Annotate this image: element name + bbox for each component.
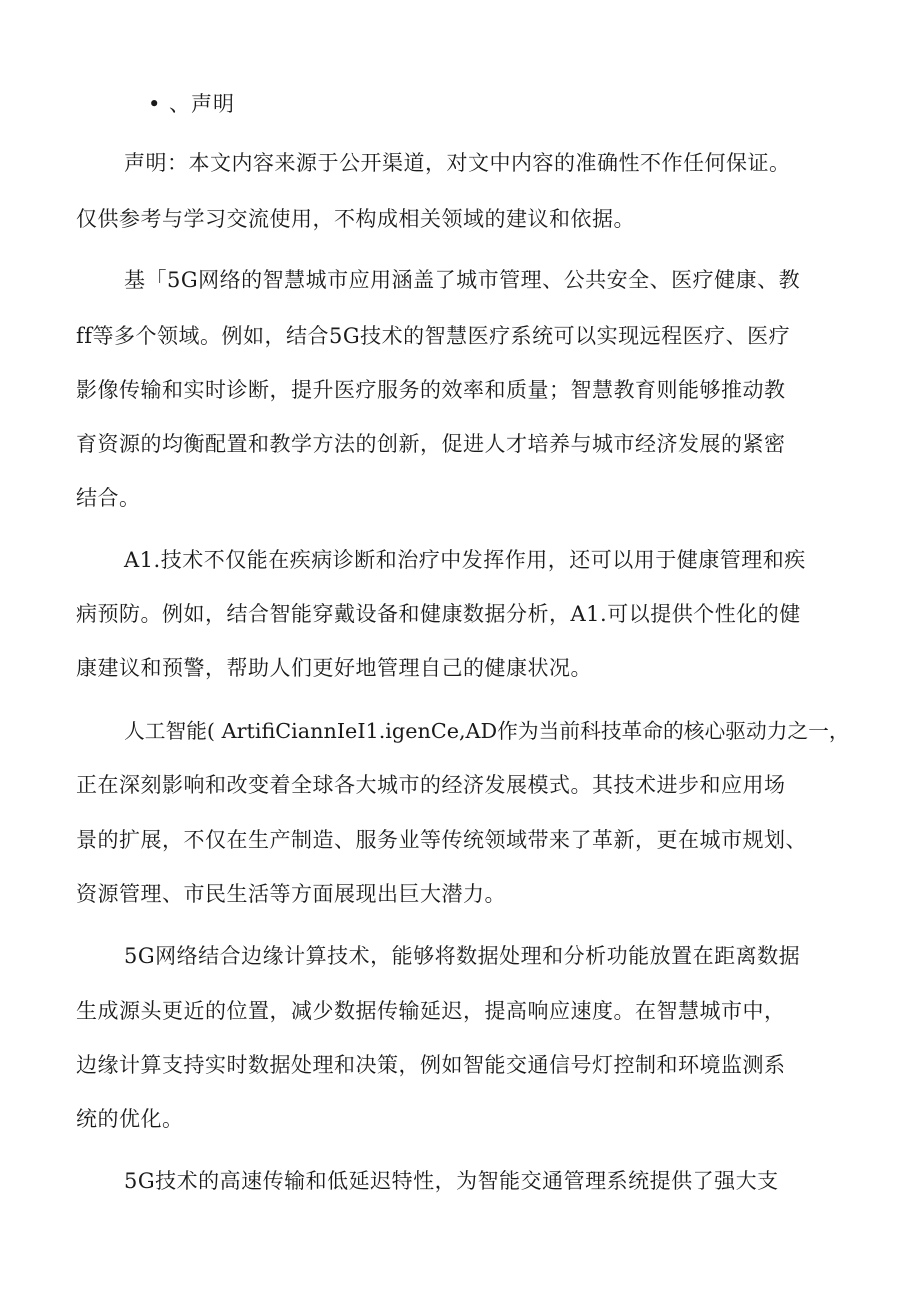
paragraph-4-line-2: 正在深刻影响和改变着全球各大城市的经济发展模式。其技术进步和应用场 bbox=[76, 773, 786, 797]
paragraph-4-line-4: 资源管理、市民生活等方面展现出巨大潜力。 bbox=[76, 882, 506, 906]
paragraph-5-line-1: 5G网络结合边缘计算技术，能够将数据处理和分析功能放置在距离数据 bbox=[124, 944, 801, 968]
paragraph-2-line-3: 影像传输和实时诊断，提升医疗服务的效率和质量；智慧教育则能够推动教 bbox=[76, 378, 786, 402]
paragraph-2-line-1: 基「5G网络的智慧城市应用涵盖了城市管理、公共安全、医疗健康、教 bbox=[124, 268, 801, 292]
paragraph-2-line-5: 结合。 bbox=[76, 486, 141, 510]
paragraph-5-line-2: 生成源头更近的位置，减少数据传输延迟，提高响应速度。在智慧城市中， bbox=[76, 999, 786, 1023]
paragraph-5-line-4: 统的优化。 bbox=[76, 1107, 184, 1131]
paragraph-1-line-2: 仅供参考与学习交流使用，不构成相关领域的建议和依据。 bbox=[76, 207, 635, 231]
paragraph-3-line-3: 康建议和预警，帮助人们更好地管理自己的健康状况。 bbox=[76, 656, 592, 680]
paragraph-2-line-2: ff等多个领域。例如，结合5G技术的智慧医疗系统可以实现远程医疗、医疗 bbox=[76, 324, 791, 348]
paragraph-3-line-2: 病预防。例如，结合智能穿戴设备和健康数据分析，A1.可以提供个性化的健 bbox=[76, 602, 801, 626]
paragraph-1-line-1: 声明：本文内容来源于公开渠道，对文中内容的准确性不作任何保证。 bbox=[124, 151, 791, 175]
section-heading: • 、声明 bbox=[148, 92, 236, 116]
paragraph-4-line-3: 景的扩展，不仅在生产制造、服务业等传统领域带来了革新，更在城市规划、 bbox=[76, 828, 807, 852]
paragraph-2-line-4: 育资源的均衡配置和教学方法的创新，促进人才培养与城市经济发展的紧密 bbox=[76, 432, 786, 456]
paragraph-6-line-1: 5G技术的高速传输和低延迟特性，为智能交通管理系统提供了强大支 bbox=[124, 1169, 779, 1193]
paragraph-4-line-1: 人工智能( ArtifiCiannIeI1.igenCe,AD作为当前科技革命的核心驱动力之一， bbox=[124, 719, 850, 743]
paragraph-5-line-3: 边缘计算支持实时数据处理和决策，例如智能交通信号灯控制和环境监测系 bbox=[76, 1053, 786, 1077]
paragraph-3-line-1: A1.技术不仅能在疾病诊断和治疗中发挥作用，还可以用于健康管理和疾 bbox=[124, 548, 806, 572]
